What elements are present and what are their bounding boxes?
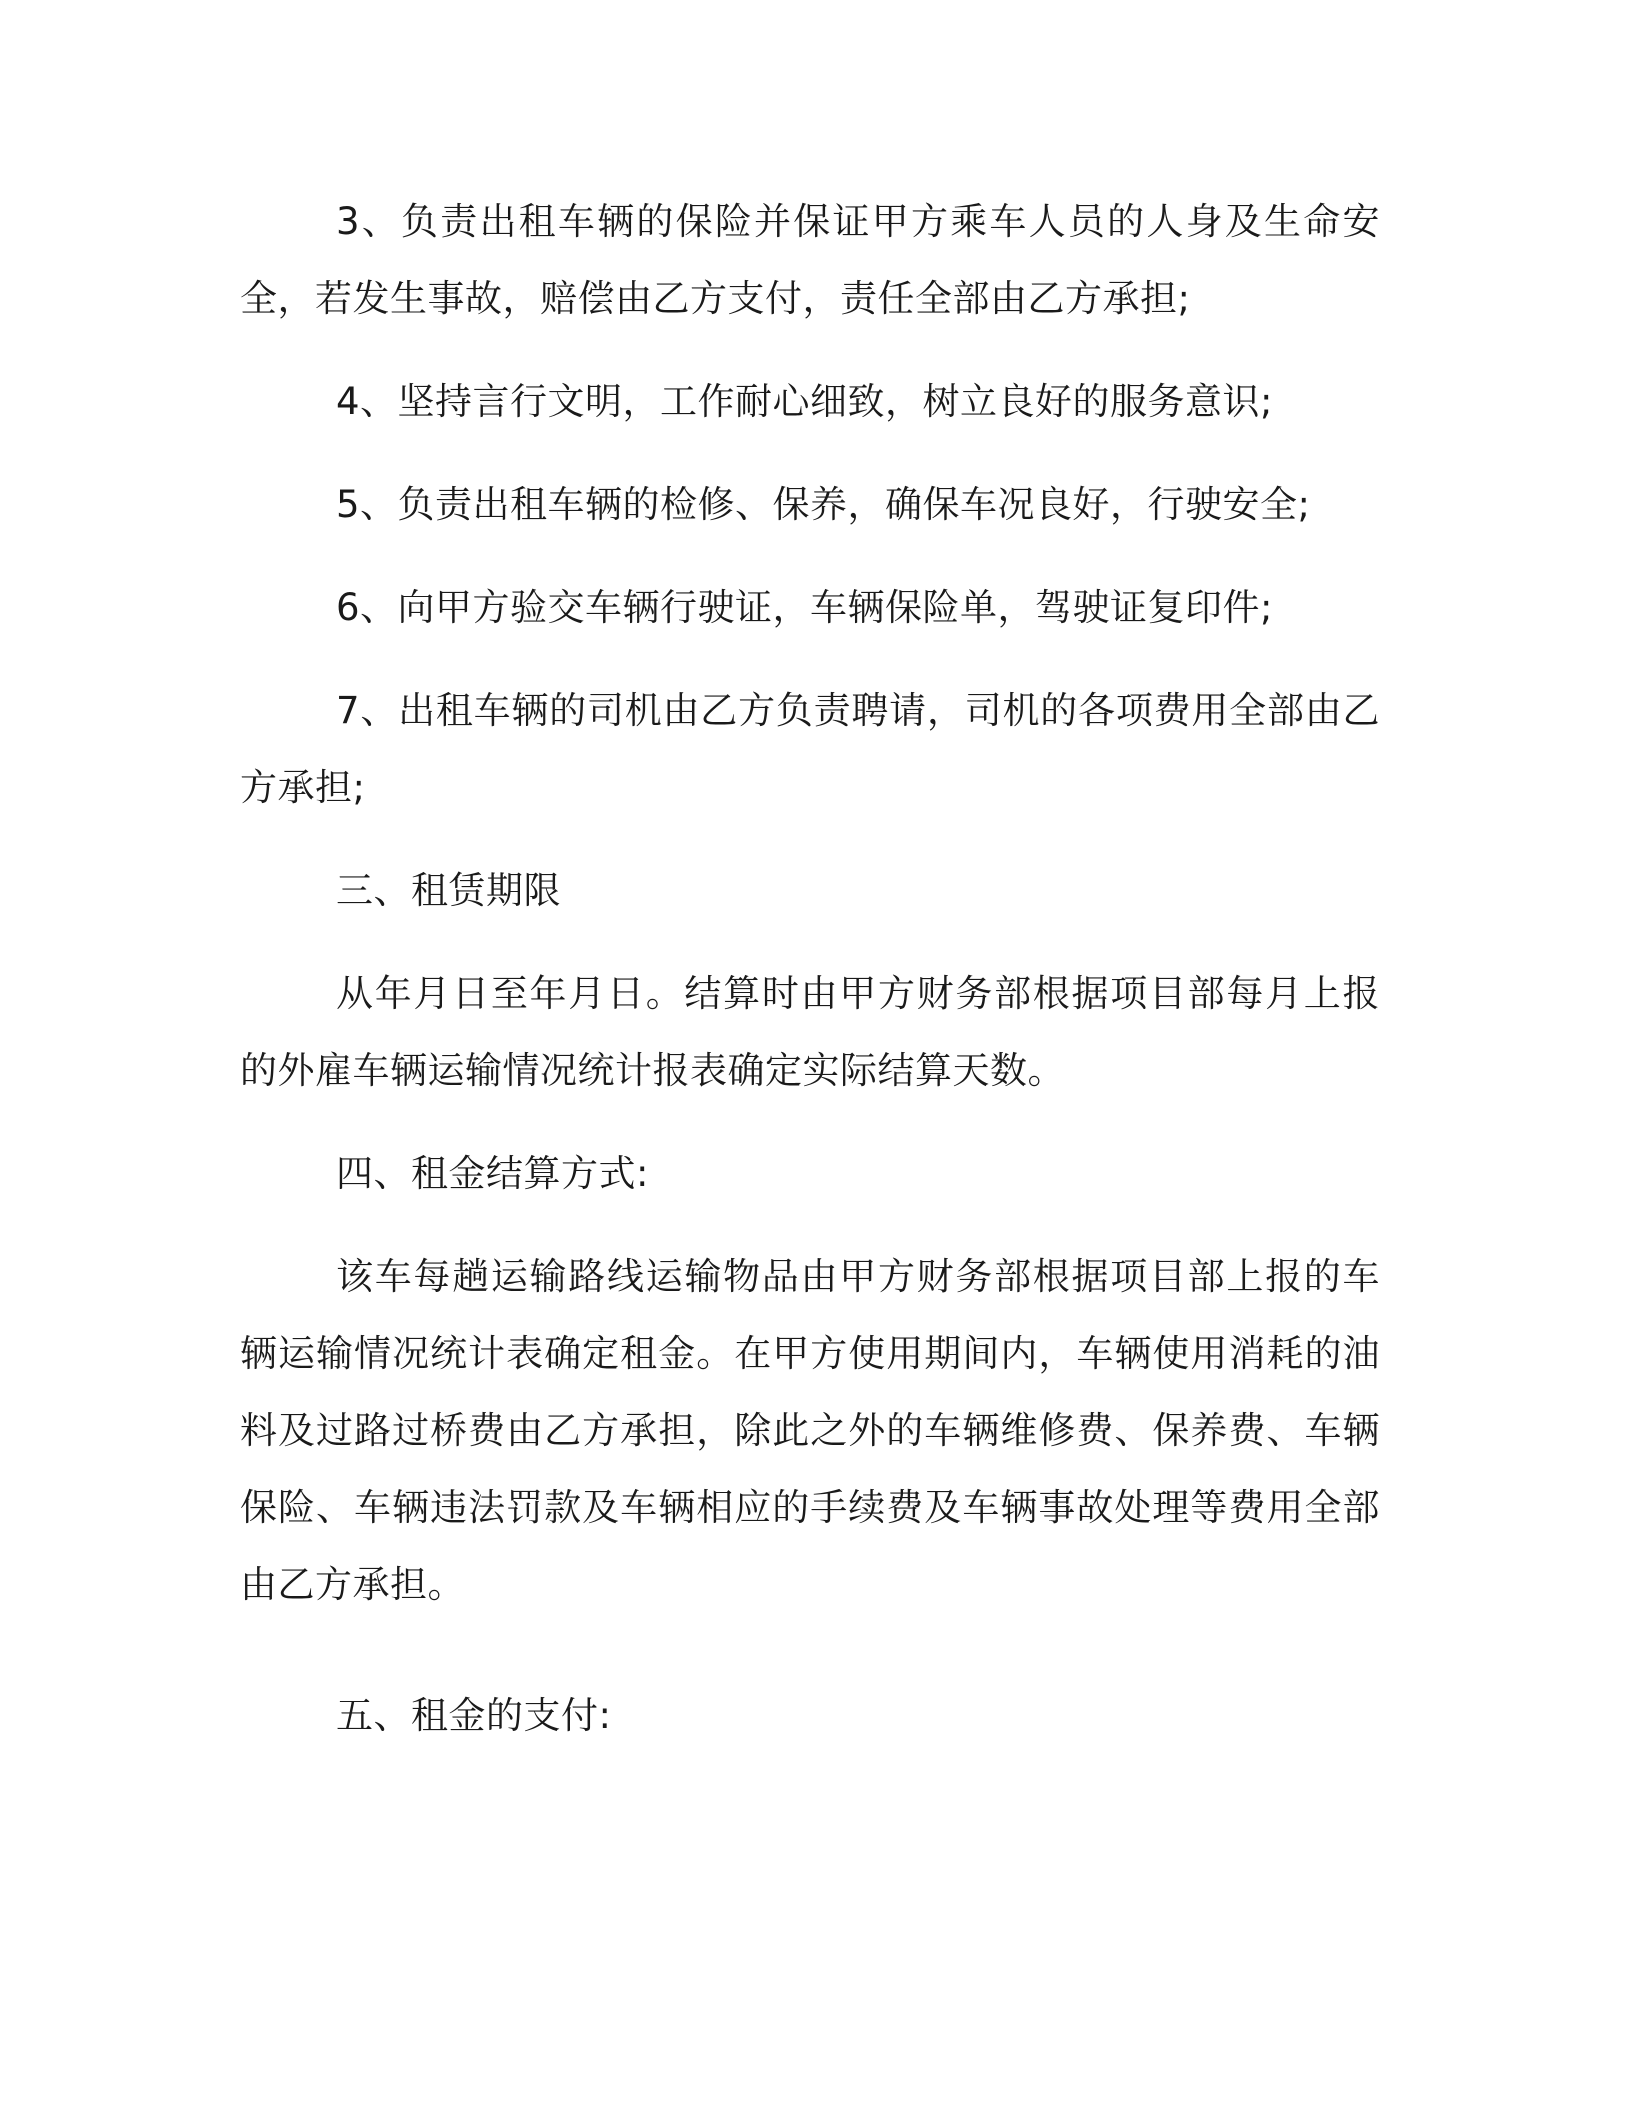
section-heading-lease-term: 三、租赁期限 xyxy=(336,869,561,912)
clause-3: 3、负责出租车辆的保险并保证甲方乘车人员的人身及生命安全，若发生事故，赔偿由乙方支付，责任全部由乙方承担; xyxy=(240,200,1380,320)
document-body xyxy=(240,183,1380,1780)
rent-settlement-text: 该车每趟运输路线运输物品由甲方财务部根据项目部上报的车辆运输情况统计表确定租金。在甲方使用期间内，车辆使用消耗的油料及过路过桥费由乙方承担，除此之外的车辆维修费、保养费、车辆保险、车辆违法罚款及车辆相应的手续费及车辆事故处理等费用全部由乙方承担。 xyxy=(240,1255,1380,1606)
clause-5: 5、负责出租车辆的检修、保养，确保车况良好，行驶安全; xyxy=(336,483,1311,526)
clause-4: 4、坚持言行文明，工作耐心细致，树立良好的服务意识; xyxy=(336,380,1274,423)
lease-term-text: 从年月日至年月日。结算时由甲方财务部根据项目部每月上报的外雇车辆运输情况统计报表确定实际结算天数。 xyxy=(240,972,1380,1092)
clause-6: 6、向甲方验交车辆行驶证，车辆保险单，驾驶证复印件; xyxy=(336,586,1274,629)
section-heading-rent-payment: 五、租金的支付: xyxy=(336,1694,612,1737)
section-heading-rent-settlement: 四、租金结算方式: xyxy=(336,1152,649,1195)
clause-7: 7、出租车辆的司机由乙方负责聘请，司机的各项费用全部由乙方承担; xyxy=(240,689,1380,809)
